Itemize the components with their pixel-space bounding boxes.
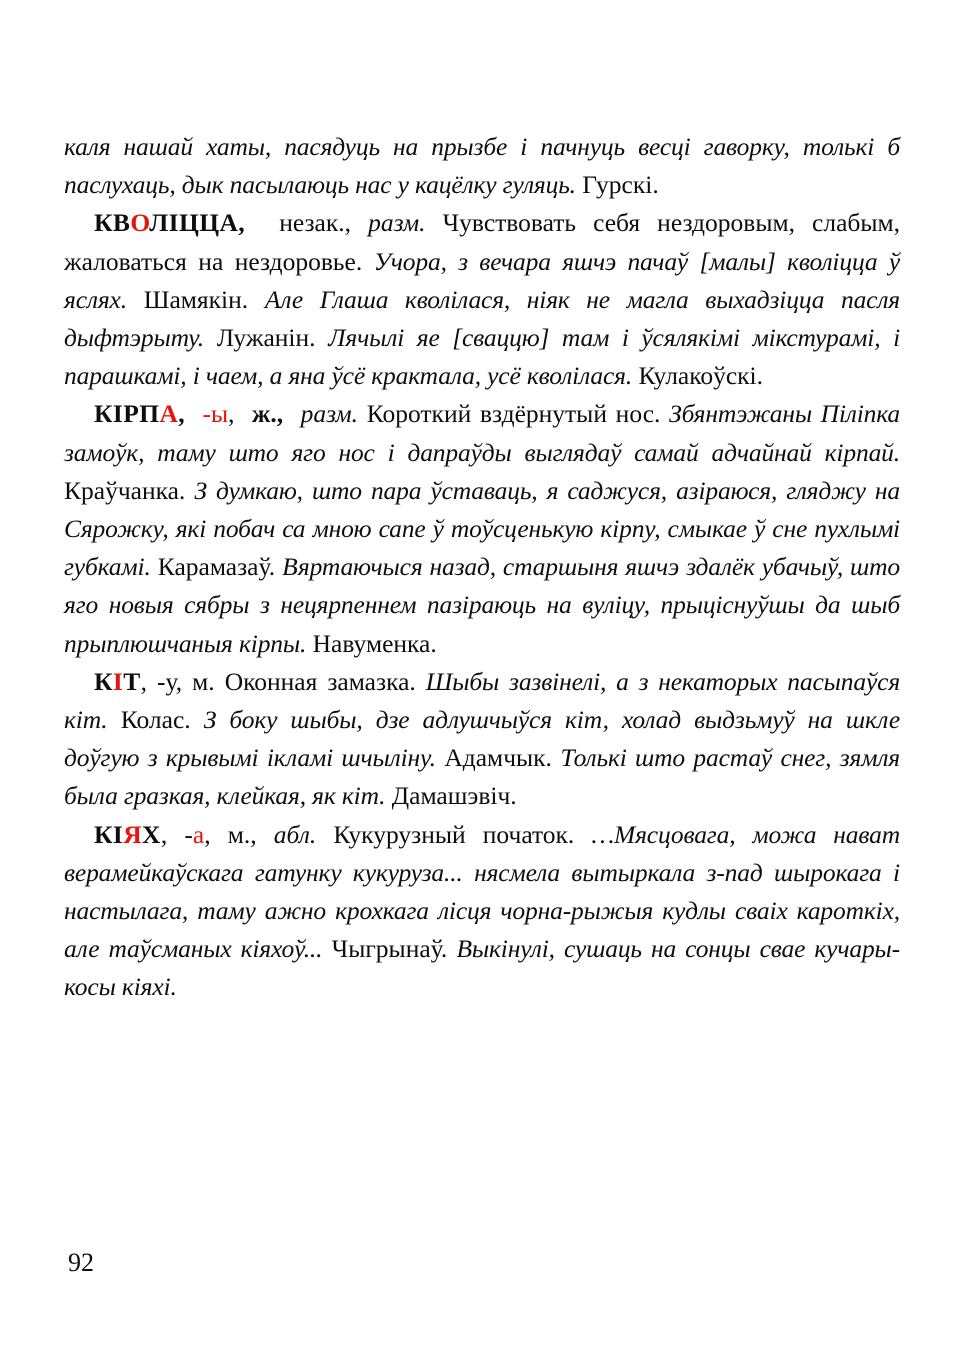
definition-text: Короткий вздёрнутый нос. [366,399,661,429]
ending-comma: , [228,399,235,429]
citation-author: Навуменка. [312,628,437,658]
headword-kvolicca-post: ЛІЦЦА, [149,208,246,238]
citation-text: Шыбы зазвінелі, а з некаторых пасыпаўся кіт. [64,666,901,735]
citation-text: …Мясцовага, можа нават верамейкаўскага гатунку кукуруза... нясмела вытыркала з-пад шырокага і настылага, таму ажно крохкага лісця чорна-рыжыя кудлы сваіх кароткіх, але таўсманых кіяхоў... [64,819,901,964]
grammar-label-italic: разм. [368,208,426,238]
citation-author: Чыгрынаў. [331,934,448,964]
headword-kit-post: Т [123,666,141,696]
citation-text: Вяртаючыся назад, старшыня яшчэ здалёк убачыў, што яго новыя сябры з нецярпеннем пазіраюць на вуліцу, прыціснуўшы да шыб прыплюшчаныя кірпы. [64,552,901,658]
page-text-block [64,128,900,1007]
definition-text: Оконная замазка. [224,666,416,696]
citation-author: Адамчык. [444,743,552,773]
definition-text: Чувствовать себя нездоровым, слабым, жаловаться на нездоровье. [64,208,901,276]
citation-text: Але Глаша кволілася, ніяк не магла выхадзіцца пасля дыфтэрыту. [64,284,901,353]
entry-kirpa [64,395,900,662]
citation-text: З думкаю, што пара ўставаць, я саджуся, азіраюся, гляджу на Сярожку, які побач са мною сапе ў тоўсценькую кірпу, смыкае ў сне пухлымі губкамі. [64,475,900,582]
citation-text: Выкінулі, сушаць на сонцы свае кучары-косы кіяхі. [64,934,901,1002]
headword-kijah-pre: КІ [94,819,124,849]
citation-author: Кулакоўскі. [638,361,763,391]
citation-author: Колас. [120,705,191,735]
headword-kirpa-post: , [178,399,186,429]
ending-comma-before: , [140,666,148,696]
grammar-label-italic: разм. [300,399,359,429]
headword-kit-stress-vowel: І [112,666,124,696]
paragraph-continued-entry [64,128,900,204]
entry-kvolicca [64,204,900,395]
ending-comma: , [204,819,211,849]
headword-kirpa-stress-vowel: А [159,399,179,429]
citation-text: З боку шыбы, дзе адлушчыўся кіт, холад выдзьмуў на шкле доўгую з крывымі ікламі шчыліну. [64,705,901,773]
citation-author: Карамазаў. [157,552,276,582]
grammar-label-bold: ж., [251,399,284,429]
ending-hyphen: - [202,399,211,429]
page-number: 92 [68,1248,94,1277]
citation-author: Шамякін. [143,284,249,314]
citation-author: Дамашэвіч. [391,781,517,811]
citation-author: Лужанін. [216,323,316,353]
ending-hyphen: - [184,819,193,849]
ending-kit: -у, [157,666,183,696]
headword-kvolicca-stress-vowel: О [130,208,150,238]
headword-kijah-stress-vowel: Я [123,819,143,849]
ending-kijah: а [192,819,205,849]
ending-comma-before: , [160,819,168,849]
citation-text: Учора, з вечара яшчэ пачаў [малы] кволіцца ў яслях. [64,246,900,314]
grammar-label-italic: абл. [273,819,317,849]
citation-text: Толькі што растаў снег, зямля была гразкая, клейкая, як кіт. [64,743,901,811]
citation-text: каля нашай хаты, пасядуць на прызбе і пачнуць весці гаворку, толькі б паслухаць, дык пасылаюць нас у кацёлку гуляць. [64,132,900,200]
headword-kvolicca-pre: КВ [94,208,131,238]
citation-author: Гурскі. [582,170,659,200]
definition-text: Кукурузный початок. [333,819,575,849]
grammar-label-roman: м., [227,819,257,849]
citation-text: Лячылі яе [сваццю] там і ўсялякімі мікстурамі, і парашкамі, і чаем, а яна ўсё крактала, усё кволілася. [64,323,901,391]
ending-kirpa: ы [210,399,229,429]
citation-text: Збянтэжаны Піліпка замоўк, таму што яго нос і дапраўды выглядаў самай адчайнай кірпай. [64,399,901,467]
entry-kijah [64,816,900,1007]
grammar-label-roman: незак., [279,208,352,238]
headword-kit-pre: К [94,666,113,696]
headword-kirpa-pre: КІРП [94,399,160,429]
entry-kit [64,663,900,816]
headword-kijah-post: Х [142,819,161,849]
citation-author: Краўчанка. [64,475,186,505]
grammar-label-roman: м. [192,666,215,696]
